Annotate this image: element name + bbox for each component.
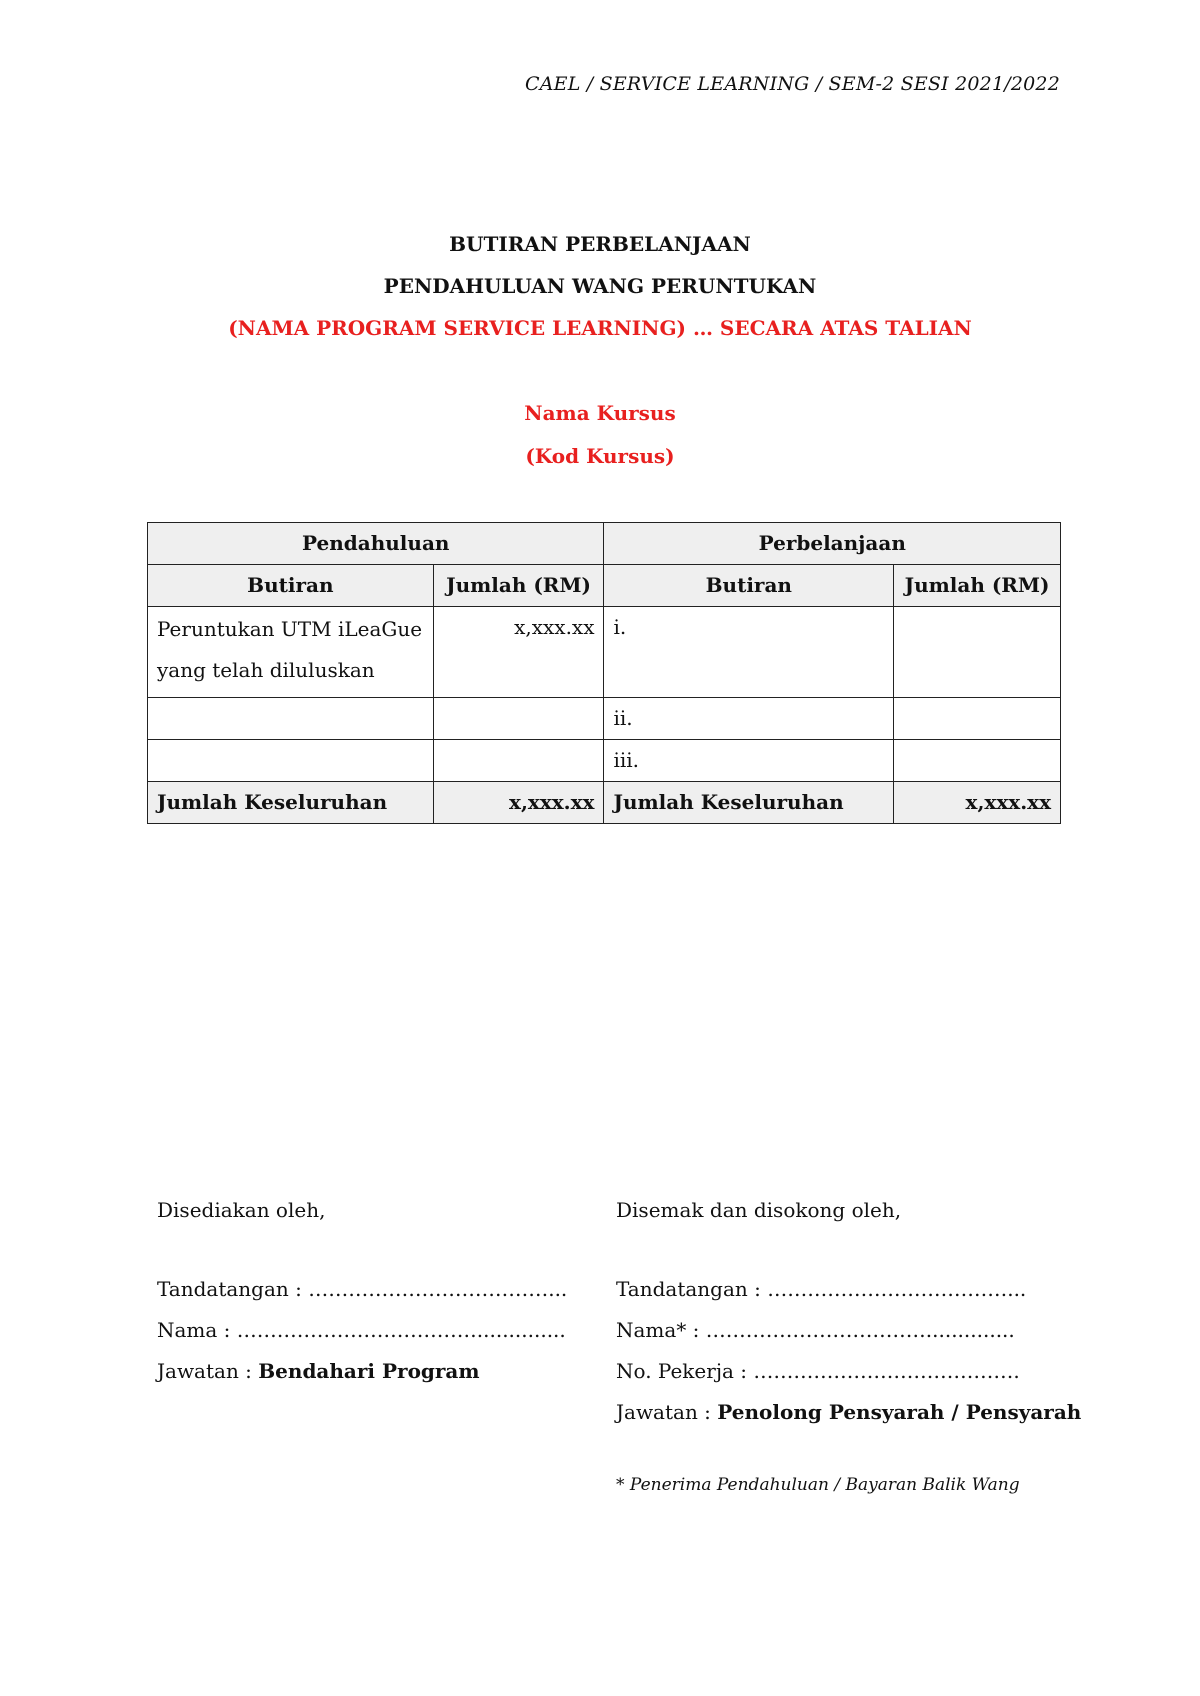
table-group-header-row: [148, 523, 1061, 565]
position-value-right: Penolong Pensyarah / Pensyarah: [717, 1400, 1082, 1424]
title-line-1: BUTIRAN PERBELANJAAN: [449, 232, 751, 256]
signature-line-left: Tandatangan : ………………………………...: [157, 1277, 568, 1301]
total-amount-right: x,xxx.xx: [894, 782, 1061, 824]
cell-right-amount: [894, 607, 1061, 698]
reviewed-by-heading: Disemak dan disokong oleh,: [616, 1198, 902, 1222]
running-head: CAEL / SERVICE LEARNING / SEM-2 SESI 2021/2022: [525, 73, 1060, 95]
col-header-amount-right: Jumlah (RM): [894, 565, 1061, 607]
course-name: Nama Kursus: [524, 401, 676, 425]
position-label-left: Jawatan :: [157, 1359, 259, 1383]
name-line-right: Nama* : ……………………………..............: [616, 1318, 1015, 1342]
signature-line-right: Tandatangan : ………………………………...: [616, 1277, 1027, 1301]
group-header-perbelanjaan: Perbelanjaan: [604, 523, 1061, 565]
total-amount-left: x,xxx.xx: [433, 782, 604, 824]
table-row: [148, 607, 1061, 698]
cell-right-item: iii.: [604, 740, 894, 782]
position-line-left: [157, 1351, 567, 1392]
signature-block-left: [157, 1190, 567, 1392]
table-total-row: [148, 782, 1061, 824]
cell-left-amount: x,xxx.xx: [433, 607, 604, 698]
cell-left-item: [148, 698, 434, 740]
group-header-pendahuluan: Pendahuluan: [148, 523, 604, 565]
course-code: (Kod Kursus): [525, 444, 675, 468]
cell-right-amount: [894, 740, 1061, 782]
position-line-right: [616, 1392, 1081, 1433]
footnote: * Penerima Pendahuluan / Bayaran Balik Wang: [616, 1475, 1020, 1495]
cell-left-item: Peruntukan UTM iLeaGue yang telah diluluskan: [148, 607, 434, 698]
col-header-amount-left: Jumlah (RM): [433, 565, 604, 607]
title-line-3: (NAMA PROGRAM SERVICE LEARNING) … SECARA ATAS TALIAN: [228, 316, 972, 340]
table-row: [148, 698, 1061, 740]
name-line-left: Nama : ………………………………..............: [157, 1318, 566, 1342]
staff-no-line: No. Pekerja : ………………………………….: [616, 1359, 1020, 1383]
title-line-2: PENDAHULUAN WANG PERUNTUKAN: [383, 274, 817, 298]
position-label-right: Jawatan :: [616, 1400, 718, 1424]
signature-block-right: [616, 1190, 1081, 1433]
cell-left-item: [148, 740, 434, 782]
cell-right-amount: [894, 698, 1061, 740]
cell-right-item: ii.: [604, 698, 894, 740]
total-label-left: Jumlah Keseluruhan: [148, 782, 434, 824]
cell-right-item: i.: [604, 607, 894, 698]
prepared-by-heading: Disediakan oleh,: [157, 1198, 326, 1222]
total-label-right: Jumlah Keseluruhan: [604, 782, 894, 824]
cell-left-amount: [433, 698, 604, 740]
cell-left-amount: [433, 740, 604, 782]
table-row: [148, 740, 1061, 782]
expense-table: [147, 522, 1061, 824]
col-header-item-left: Butiran: [148, 565, 434, 607]
table-column-header-row: [148, 565, 1061, 607]
col-header-item-right: Butiran: [604, 565, 894, 607]
position-value-left: Bendahari Program: [258, 1359, 480, 1383]
